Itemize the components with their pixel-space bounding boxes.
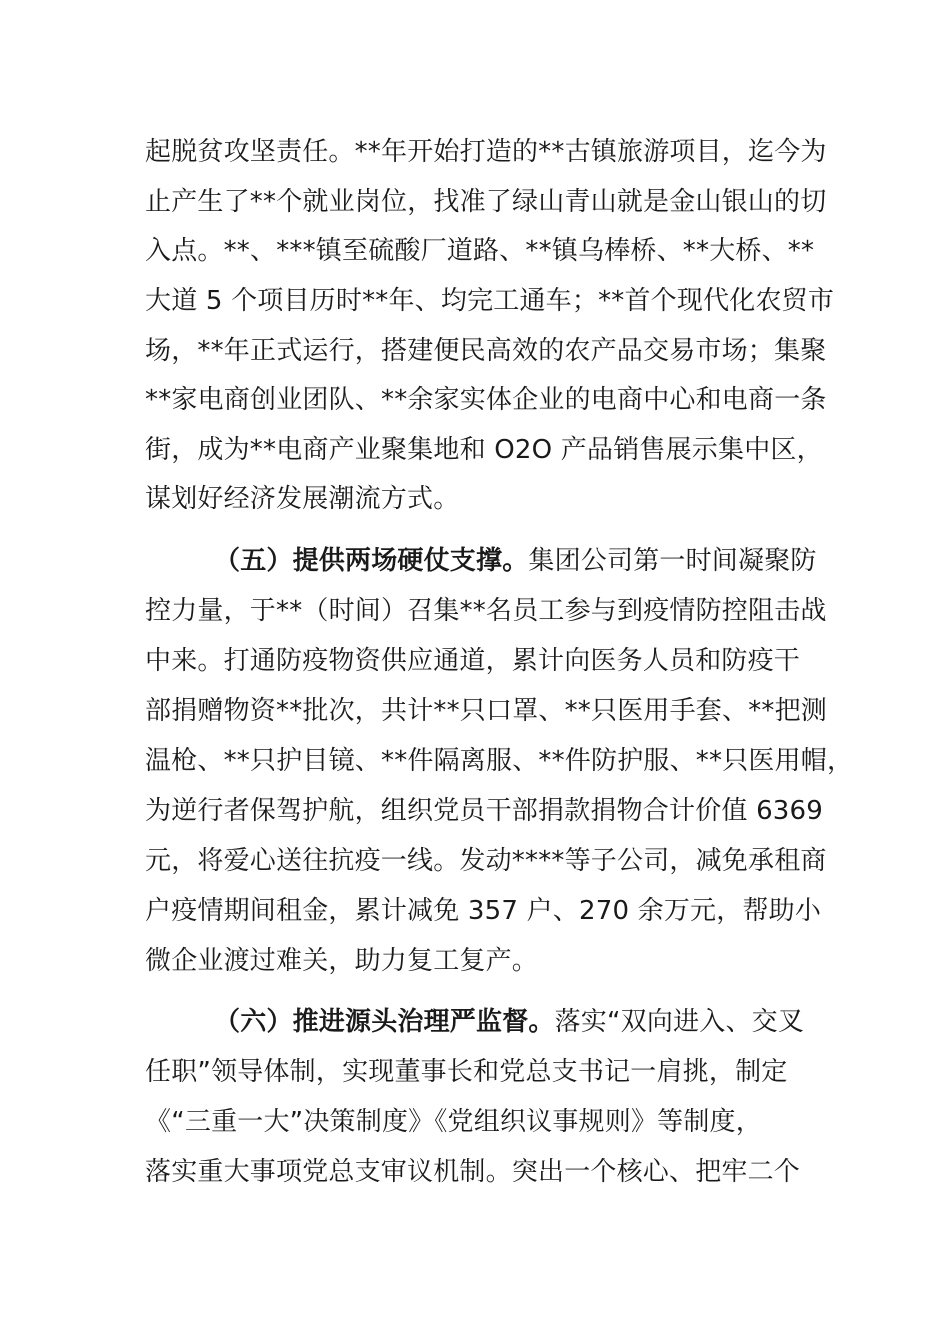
body-text-line: 中来。打通防疫物资供应通道，累计向医务人员和防疫干 <box>145 646 801 676</box>
body-text-line: 止产生了**个就业岗位，找准了绿山青山就是金山银山的切 <box>145 187 827 217</box>
body-text-line: 谋划好经济发展潮流方式。 <box>145 484 460 514</box>
body-text-line: 落实重大事项党总支审议机制。突出一个核心、把牢二个 <box>145 1157 801 1187</box>
section-five-heading: （五）提供两场硬仗支撑。 <box>214 546 529 576</box>
body-text-line: 街，成为**电商产业聚集地和 O2O 产品销售展示集中区， <box>145 435 823 465</box>
body-text-line: 部捐赠物资**批次，共计**只口罩、**只医用手套、**把测 <box>145 696 828 726</box>
body-text-line: 元，将爱心送往抗疫一线。发动****等子公司，减免承租商 <box>145 846 827 876</box>
body-text-line: 控力量，于**（时间）召集**名员工参与到疫情防控阻击战 <box>145 596 827 626</box>
section-five-first-line <box>214 544 817 578</box>
body-text-fragment: 集团公司第一时间凝聚防 <box>528 546 817 576</box>
body-text-line: 为逆行者保驾护航，组织党员干部捐款捐物合计价值 6369 <box>145 796 824 826</box>
body-text-line: 场，**年正式运行，搭建便民高效的农产品交易市场；集聚 <box>145 336 827 366</box>
body-text-line: 温枪、**只护目镜、**件隔离服、**件防护服、**只医用帽， <box>145 746 854 776</box>
section-six-first-line <box>214 1005 804 1039</box>
body-text-line: 微企业渡过难关，助力复工复产。 <box>145 946 539 976</box>
body-text-fragment: 落实“双向进入、交叉 <box>554 1007 805 1037</box>
body-text-line: 任职”领导体制，实现董事长和党总支书记一肩挑，制定 <box>145 1057 788 1087</box>
body-text-line: 起脱贫攻坚责任。**年开始打造的**古镇旅游项目，迄今为 <box>145 137 827 167</box>
body-text-line: **家电商创业团队、**余家实体企业的电商中心和电商一条 <box>145 385 827 415</box>
body-text-line: 入点。**、***镇至硫酸厂道路、**镇乌棒桥、**大桥、** <box>145 236 815 266</box>
body-text-line: 户疫情期间租金，累计减免 357 户、270 余万元，帮助小 <box>145 896 822 926</box>
body-text-line: 《“三重一大”决策制度》《党组织议事规则》等制度， <box>145 1107 762 1137</box>
section-six-heading: （六）推进源头治理严监督。 <box>214 1007 555 1037</box>
body-text-line: 大道 5 个项目历时**年、均完工通车；**首个现代化农贸市 <box>145 286 835 316</box>
